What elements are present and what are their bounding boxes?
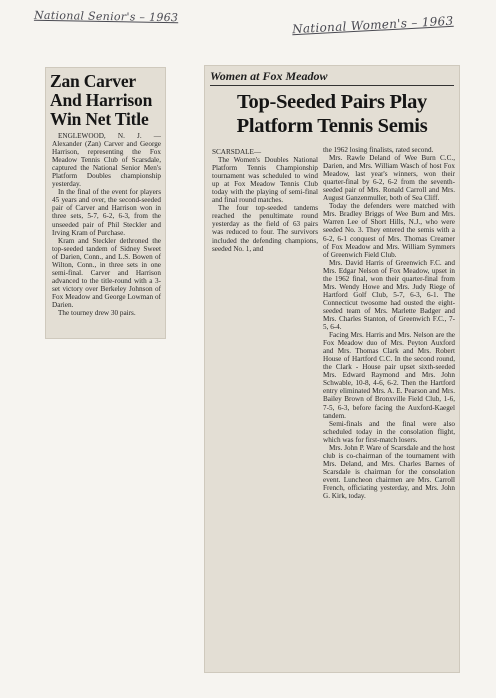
left-article-paragraph: In the final of the event for players 45 years and over, the second-seeded pair of Carver and Harrison won in three sets, 5-7, 6-2, 6-3, from the unseeded pair of Phil Steckler and Irving Kram of Purchase. [52, 188, 161, 237]
article-paragraph: Semi-finals and the final were also scheduled today in the consolation flight, which was for first-match losers. [323, 419, 455, 444]
handwritten-note-right: National Women's – 1963 [291, 13, 454, 37]
article-column-1 [212, 148, 318, 253]
left-article-paragraph: ENGLEWOOD, N. J. — Alexander (Zan) Carver and George Harrison, representing the Fox Meadow Tennis Club of Scarsdale, captured the National Senior Men's Platform Doubles championship yesterday. [52, 132, 161, 189]
article-paragraph: Today the defenders were matched with Mrs. Bradley Briggs of Wee Burn and Mrs. Warren Lee of Short Hills, N.J., who were seeded No. 3. They entered the semis with a 6-2, 6-1 conquest of Mrs. Thomas Creamer of Fox Meadow and Mrs. William Symmers of Greenwich Field Club. [323, 202, 455, 259]
right-newspaper-clipping [205, 66, 459, 672]
right-article-headline: Top-Seeded Pairs Play Platform Tennis Semis [236, 91, 428, 137]
article-continuation: the 1962 losing finalists, rated second. [323, 146, 434, 154]
dateline: SCARSDALE— [212, 148, 262, 156]
left-article-headline: Zan Carver And Harrison Win Net Title [50, 71, 153, 129]
article-paragraph: Facing Mrs. Harris and Mrs. Nelson are the Fox Meadow duo of Mrs. Peyton Auxford and Mrs. Thomas Clark and Mrs. Robert House of Hartford C.C. In the second round, the Clark - House pair upset sixth-seeded Mrs. Edward Raymond and Mrs. John Schwable, 10-8, 4-6, 6-2. Then the Hartford entry eliminated Mrs. A. E. Pearson and Mrs. Bailey Brown of Bronxville Field Club, 1-6, 7-5, 6-3, before facing the Auxford-Kaegel tandem. [323, 331, 455, 420]
handwritten-note-left: National Senior's – 1963 [33, 8, 179, 25]
left-newspaper-clipping [46, 68, 165, 338]
left-article-paragraph: Kram and Steckler dethroned the top-seeded tandem of Sidney Sweet of Darien, Conn., and L.S. Bowen of Wilton, Conn., in three sets in one semi-final. Carver and Harrison advanced to the title-round with a 3-set victory over Berkeley Johnson of Fox Meadow and George Lowman of Darien. [52, 236, 161, 309]
article-paragraph: The Women's Doubles National Platform Tennis Championship tournament was scheduled to wind up at Fox Meadow Tennis Club today with the playing of semi-final and final round matches. [212, 156, 318, 205]
article-paragraph: Mrs. Rawle Deland of Wee Burn C.C., Darien, and Mrs. William Wasch of host Fox Meadow, last year's winners, won their quarter-final by 6-2, 6-2 from the seventh-seeded pair of Mrs. Ronald Carroll and Mrs. August Ganzenmuller, both of Sea Cliff. [323, 154, 455, 203]
article-paragraph: Mrs. David Harris of Greenwich F.C. and Mrs. Edgar Nelson of Fox Meadow, upset in the 1962 final, won their quarter-final from Mrs. Wendy Howe and Mrs. Judy Riege of Hartford Golf Club, 5-7, 6-3, 6-1. The Connecticut twosome had ousted the eight-seeded team of Mrs. Marlette Badger and Mrs. Charles Stanton, of Greenwich F.C., 7-5, 6-4. [323, 258, 455, 332]
section-kicker: Women at Fox Meadow [210, 69, 454, 86]
article-paragraph: Mrs. John P. Ware of Scarsdale and the host club is co-chairman of the tournament with Mrs. Deland, and Mrs. Charles Barnes of Scarsdale is chairman for the consolation event. Luncheon chairmen are Mrs. Carroll French, officiating yesterday, and Mrs. John G. Kirk, today. [323, 443, 455, 501]
article-paragraph: The four top-seeded tandems reached the penultimate round yesterday as the field of 63 pairs was reduced to four. The survivors included the defending champions, seeded No. 1, and [212, 204, 318, 253]
left-article-body [46, 132, 165, 317]
article-column-2 [323, 146, 455, 500]
left-article-paragraph: The tourney drew 30 pairs. [58, 309, 136, 318]
